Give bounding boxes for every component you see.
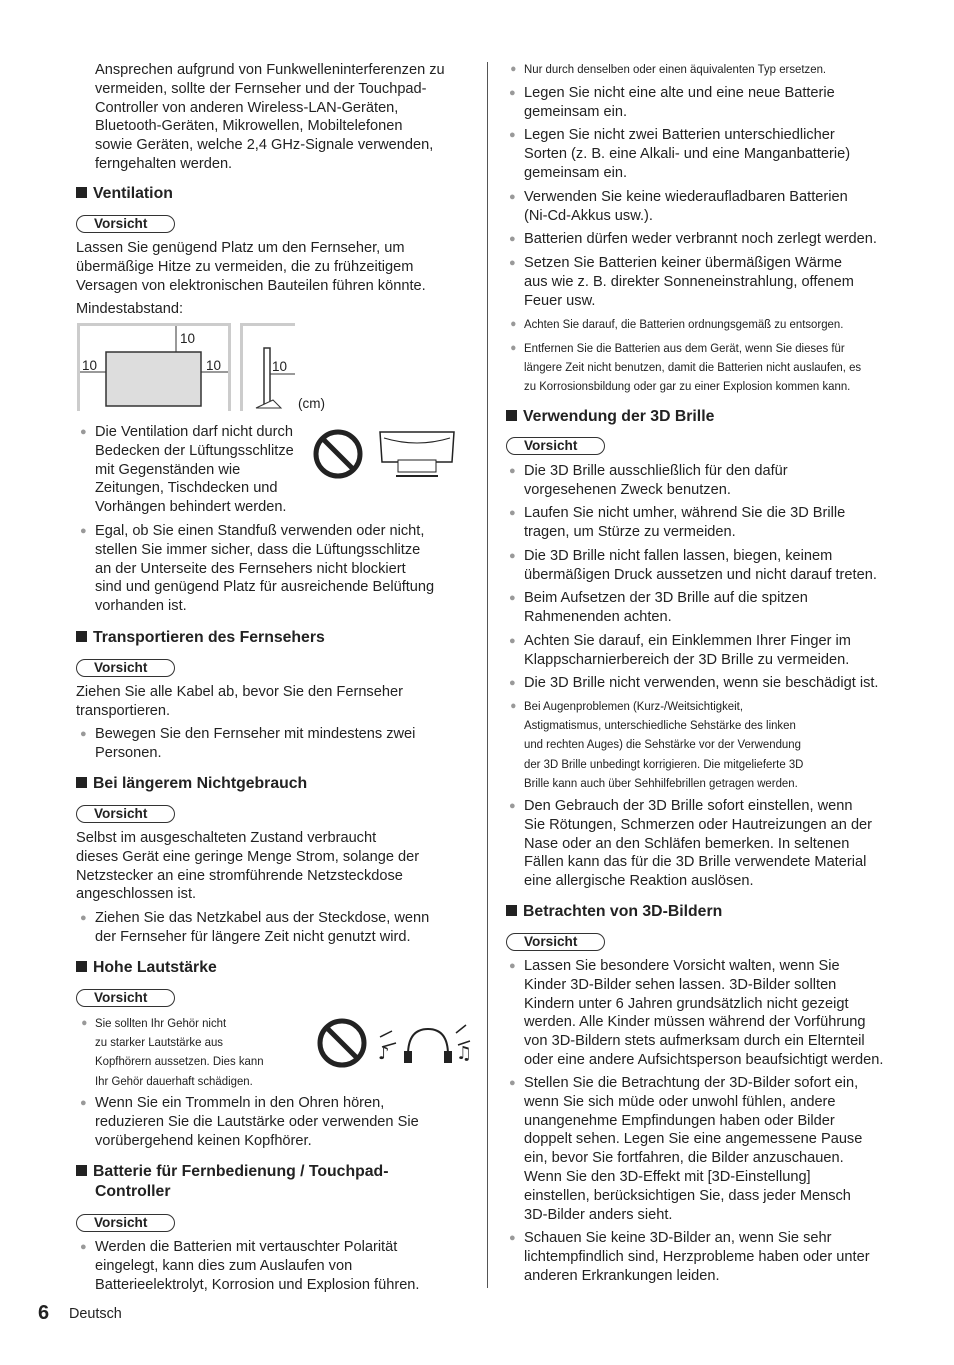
viewing-bullet-2: ● Stellen Sie die Betrachtung der 3D-Bilder sofort ein, wenn Sie sich müde oder unwohl fühlen, andere unangenehme Empfindungen haben oder Bilder doppelt sehen. Legen Sie eine angemessene Pause ein, bevor Sie fortfahren, die Bilder anzuschauen. Wenn Sie den 3D-Effekt mit [3D-Einstellung] einstellen, berücksichtigen Sie, dass jeder Mensch 3D-Bilder anders sieht. bbox=[509, 1075, 863, 1223]
text-line: Ziehen Sie alle Kabel ab, bevor Sie den Fernseher bbox=[76, 684, 403, 700]
text-line: zu Korrosionsbildung oder gar zu einer Explosion kommen kann. bbox=[524, 379, 851, 394]
text-line: Kindern unter 6 Jahren grundsätzlich nicht gezeigt bbox=[524, 995, 849, 1012]
battery-cont-bullet-5: ● Batterien dürfen weder verbrannt noch zerlegt werden. bbox=[509, 231, 877, 247]
text-line: reduzieren Sie die Lautstärke oder verwenden Sie bbox=[95, 1113, 419, 1130]
text-line: Setzen Sie Batterien keiner übermäßigen Wärme bbox=[524, 255, 842, 271]
text-line: Lassen Sie besondere Vorsicht walten, wenn Sie bbox=[524, 958, 840, 974]
text-line: Versagen von elektronischen Bauteilen führen könnte. bbox=[76, 277, 426, 294]
text-line: Wenn Sie den 3D-Effekt mit [3D-Einstellung] bbox=[524, 1168, 811, 1185]
caution-badge: Vorsicht bbox=[76, 215, 175, 233]
text-line: Egal, ob Sie einen Standfuß verwenden oder nicht, bbox=[95, 523, 425, 539]
square-bullet-icon bbox=[76, 631, 87, 642]
text-line: Schauen Sie keine 3D-Bilder an, wenn Sie sehr bbox=[524, 1230, 832, 1246]
text-line: Controller von anderen Wireless-LAN-Geräten, bbox=[95, 99, 399, 116]
volume-bullet-2: ● Wenn Sie ein Trommeln in den Ohren hören, reduzieren Sie die Lautstärke oder verwenden Sie vorübergehend keinen Kopfhörer. bbox=[80, 1095, 419, 1149]
caution-badge: Vorsicht bbox=[76, 659, 175, 677]
text-line: angeschlossen ist. bbox=[76, 886, 197, 903]
text-line: Wenn Sie ein Trommeln in den Ohren hören, bbox=[95, 1095, 385, 1111]
text-line: lichtempfindlich sind, Herzprobleme haben oder unter bbox=[524, 1248, 870, 1265]
text-line: Legen Sie nicht eine alte und eine neue Batterie bbox=[524, 85, 835, 101]
disuse-paragraph bbox=[76, 829, 419, 904]
transport-bullet-1: ● Bewegen Sie den Fernseher mit mindestens zwei Personen. bbox=[80, 726, 416, 761]
text-line: sowie Geräten, welche 2,4 GHz-Signale verwenden, bbox=[95, 137, 434, 154]
text-line: längere Zeit nicht benutzen, damit die Batterien nicht auslaufen, es bbox=[524, 360, 862, 375]
text-line: Ansprechen aufgrund von Funkwelleninterferenzen zu bbox=[95, 62, 445, 78]
text-line: eingelegt, kann dies zum Auslaufen von bbox=[95, 1257, 353, 1274]
text-line: Astigmatismus, unterschiedliche Sehstärke des linken bbox=[524, 718, 796, 733]
text-line: einstellen, berücksichtigen Sie, dass jeder Mensch bbox=[524, 1187, 851, 1204]
ventilation-prohibited-illustration bbox=[312, 428, 467, 484]
viewing-bullet-1: ● Lassen Sie besondere Vorsicht walten, wenn Sie Kinder 3D-Bilder sehen lassen. 3D-Bilder sollten Kindern unter 6 Jahren grundsätzlich nicht gezeigt werden. Alle Kinder müssen während der Vorführung von 3D-Bildern stets aufmerksam durch ein Elternteil oder eine andere Aufsichtsperson beaufsichtigt werden. bbox=[509, 958, 884, 1068]
text-line: Sorten (z. B. eine Alkali- und eine Manganbatterie) bbox=[524, 145, 851, 162]
text-line: Batterieelektrolyt, Korrosion und Explosion führen. bbox=[95, 1276, 420, 1293]
text-line: Fällen kann das für die 3D Brille verwendete Material bbox=[524, 854, 867, 871]
square-bullet-icon bbox=[76, 777, 87, 788]
caution-badge: Vorsicht bbox=[76, 805, 175, 823]
text-line: Die 3D Brille nicht fallen lassen, biegen, keinem bbox=[524, 548, 833, 564]
text-line: Die 3D Brille ausschließlich für den dafür bbox=[524, 463, 788, 479]
covered-tv-icon bbox=[380, 432, 454, 476]
caution-badge: Vorsicht bbox=[506, 933, 605, 951]
ventilation-bullet-2: ● Egal, ob Sie einen Standfuß verwenden oder nicht, stellen Sie immer sicher, dass die Lüftungsschlitze an der Unterseite des Fernsehers nicht blockiert sind und genügend Platz für ausreichende Belüftung vorhanden ist. bbox=[80, 523, 435, 615]
square-bullet-icon bbox=[76, 187, 87, 198]
text-line: ein, bevor Sie fortfahren, die Bilder anzuschauen. bbox=[524, 1150, 844, 1167]
battery-cont-bullet-2: ● Legen Sie nicht eine alte und eine neue Batterie gemeinsam ein. bbox=[509, 85, 835, 120]
heading-ventilation: Ventilation bbox=[76, 184, 173, 204]
text-line: Kopfhörern aussetzen. Dies kann bbox=[95, 1054, 264, 1069]
text-line: übermäßigen Druck aussetzen und nicht darauf treten. bbox=[524, 566, 877, 583]
prohibition-icon bbox=[320, 1021, 364, 1065]
text-line: eine allergische Reaktion auslösen. bbox=[524, 873, 754, 890]
battery-cont-bullet-8: ● Entfernen Sie die Batterien aus dem Gerät, wenn Sie dieses für längere Zeit nicht benutzen, damit die Batterien nicht auslaufen, es zu Korrosionsbildung oder gar zu einer Explosion kommen kann. bbox=[524, 339, 861, 397]
volume-prohibited-illustration bbox=[316, 1017, 471, 1069]
text-line: ferngehalten werden. bbox=[95, 155, 233, 172]
text-line: gemeinsam ein. bbox=[524, 103, 628, 120]
page-language: Deutsch bbox=[69, 1306, 122, 1322]
text-line: Ziehen Sie das Netzkabel aus der Steckdose, wenn bbox=[95, 910, 430, 926]
clearance-diagram bbox=[76, 322, 336, 414]
text-line: Netzstecker an eine stromführende Netzsteckdose bbox=[76, 867, 403, 884]
text-line: vorhanden ist. bbox=[95, 598, 187, 615]
text-line: doppelt sehen. Legen Sie eine angemessene Pause bbox=[524, 1131, 863, 1148]
heading-volume: Hohe Lautstärke bbox=[76, 958, 217, 978]
text-line: Sie Rötungen, Schmerzen oder Hautreizungen an der bbox=[524, 816, 873, 833]
dim-left: 10 bbox=[82, 358, 98, 373]
text-line: Bedecken der Lüftungsschlitze bbox=[95, 442, 294, 459]
unit-label: (cm) bbox=[298, 396, 325, 411]
text-line: Personen. bbox=[95, 744, 162, 761]
text-line: Den Gebrauch der 3D Brille sofort einstellen, wenn bbox=[524, 798, 853, 814]
glasses-bullet-3: ● Die 3D Brille nicht fallen lassen, biegen, keinem übermäßigen Druck aussetzen und nicht darauf treten. bbox=[509, 548, 877, 583]
heading-3d-glasses: Verwendung der 3D Brille bbox=[506, 407, 714, 427]
text-line: 3D-Bilder anders sieht. bbox=[524, 1206, 673, 1223]
battery-cont-bullet-1: ● Nur durch denselben oder einen äquivalenten Typ ersetzen. bbox=[524, 60, 826, 79]
text-line: der Fernseher für längere Zeit nicht genutzt wird. bbox=[95, 928, 411, 945]
text-line: übermäßige Hitze zu vermeiden, die zu frühzeitigem bbox=[76, 258, 414, 275]
text-line: Zeitungen, Tischdecken und bbox=[95, 480, 278, 497]
text-line: und rechten Auges) die Sehstärke vor der Verwendung bbox=[524, 737, 801, 752]
heading-3d-viewing: Betrachten von 3D-Bildern bbox=[506, 902, 722, 922]
text-line: Die 3D Brille nicht verwenden, wenn sie beschädigt ist. bbox=[524, 675, 879, 691]
svg-text:♪: ♪ bbox=[378, 1043, 390, 1064]
viewing-bullet-3: ● Schauen Sie keine 3D-Bilder an, wenn Sie sehr lichtempfindlich sind, Herzprobleme haben oder unter anderen Erkrankungen leiden. bbox=[509, 1230, 870, 1284]
text-line: Die Ventilation darf nicht durch bbox=[95, 424, 293, 440]
text-line: mit Gegenständen wie bbox=[95, 461, 241, 478]
text-line: aus wie z. B. direkter Sonneneinstrahlung, offenem bbox=[524, 273, 854, 290]
text-line: Selbst im ausgeschalteten Zustand verbraucht bbox=[76, 830, 377, 846]
text-line: oder eine andere Aufsichtsperson beaufsichtigt werden. bbox=[524, 1051, 884, 1068]
text-line: Achten Sie darauf, ein Einklemmen Ihrer Finger im bbox=[524, 633, 851, 649]
text-line: Laufen Sie nicht umher, während Sie die 3D Brille bbox=[524, 505, 846, 521]
text-line: Entfernen Sie die Batterien aus dem Gerät, wenn Sie dieses für bbox=[524, 341, 845, 355]
text-line: stellen Sie immer sicher, dass die Lüftungsschlitze bbox=[95, 541, 421, 558]
prohibition-icon bbox=[316, 432, 360, 476]
text-line: Bluetooth-Geräten, Mikrowellen, Mobiltelefonen bbox=[95, 118, 403, 135]
text-line: Rahmenenden achten. bbox=[524, 608, 672, 625]
text-line: Beim Aufsetzen der 3D Brille auf die spitzen bbox=[524, 590, 808, 606]
text-line: vermeiden, sollte der Fernseher und der Touchpad- bbox=[95, 80, 427, 97]
text-line: unangenehme Empfindungen haben oder Bilder bbox=[524, 1112, 835, 1129]
heading-transport: Transportieren des Fernsehers bbox=[76, 628, 325, 648]
battery-cont-bullet-7: ● Achten Sie darauf, die Batterien ordnungsgemäß zu entsorgen. bbox=[524, 315, 843, 334]
text-line: (Ni-Cd-Akkus usw.). bbox=[524, 207, 653, 224]
headphones-icon bbox=[378, 1025, 472, 1064]
text-line: Bei Augenproblemen (Kurz-/Weitsichtigkeit, bbox=[524, 699, 744, 713]
heading-battery: Batterie für Fernbedienung / Touchpad- Controller bbox=[76, 1162, 388, 1202]
text-line: werden. Alle Kinder müssen während der Vorführung bbox=[524, 1014, 866, 1031]
glasses-bullet-4: ● Beim Aufsetzen der 3D Brille auf die spitzen Rahmenenden achten. bbox=[509, 590, 808, 625]
square-bullet-icon bbox=[506, 905, 517, 916]
text-line: Lassen Sie genügend Platz um den Fernseher, um bbox=[76, 240, 405, 256]
battery-cont-bullet-4: ● Verwenden Sie keine wiederaufladbaren Batterien (Ni-Cd-Akkus usw.). bbox=[509, 189, 848, 224]
text-line: tragen, um Stürze zu vermeiden. bbox=[524, 523, 736, 540]
text-line: Vorhängen behindert werden. bbox=[95, 499, 287, 516]
glasses-bullet-6: ● Die 3D Brille nicht verwenden, wenn sie beschädigt ist. bbox=[509, 675, 879, 691]
battery-bullet-1: ● Werden die Batterien mit vertauschter Polarität eingelegt, kann dies zum Auslaufen von Batterieelektrolyt, Korrosion und Explosion führen. bbox=[80, 1239, 420, 1293]
text-line: an der Unterseite des Fernsehers nicht blockiert bbox=[95, 560, 406, 577]
glasses-bullet-1: ● Die 3D Brille ausschließlich für den dafür vorgesehenen Zweck benutzen. bbox=[509, 463, 788, 498]
text-line: Brille kann auch über Sehhilfebrillen getragen werden. bbox=[524, 775, 798, 790]
text-line: Stellen Sie die Betrachtung der 3D-Bilder sofort ein, bbox=[524, 1075, 859, 1091]
glasses-bullet-8: ● Den Gebrauch der 3D Brille sofort einstellen, wenn Sie Rötungen, Schmerzen oder Hautreizungen an der Nase oder an den Schläfen bemerken. In seltenen Fällen kann das für die 3D Brille verwendete Material eine allergische Reaktion auslösen. bbox=[509, 798, 873, 890]
text-line: Batterien dürfen weder verbrannt noch zerlegt werden. bbox=[524, 231, 877, 247]
text-line: dieses Gerät eine geringe Menge Strom, solange der bbox=[76, 848, 420, 865]
dim-top: 10 bbox=[180, 331, 196, 346]
caution-badge: Vorsicht bbox=[76, 989, 175, 1007]
text-line: Sie sollten Ihr Gehör nicht bbox=[95, 1016, 227, 1030]
square-bullet-icon bbox=[506, 410, 517, 421]
heading-disuse: Bei längerem Nichtgebrauch bbox=[76, 774, 307, 794]
volume-bullet-1: ● Sie sollten Ihr Gehör nicht zu starker Lautstärke aus Kopfhörern aussetzen. Dies kann Ihr Gehör dauerhaft schädigen. bbox=[95, 1014, 264, 1091]
glasses-bullet-5: ● Achten Sie darauf, ein Einklemmen Ihrer Finger im Klappscharnierbereich der 3D Brille zu vermeiden. bbox=[509, 633, 851, 668]
dim-right: 10 bbox=[206, 358, 222, 373]
disuse-bullet-1: ● Ziehen Sie das Netzkabel aus der Steckdose, wenn der Fernseher für längere Zeit nicht genutzt wird. bbox=[80, 910, 430, 945]
text-line: Legen Sie nicht zwei Batterien unterschiedlicher bbox=[524, 127, 835, 143]
battery-cont-bullet-3: ● Legen Sie nicht zwei Batterien unterschiedlicher Sorten (z. B. eine Alkali- und eine Manganbatterie) gemeinsam ein. bbox=[509, 127, 851, 181]
glasses-bullet-2: ● Laufen Sie nicht umher, während Sie die 3D Brille tragen, um Stürze zu vermeiden. bbox=[509, 505, 846, 540]
page-number: 6 bbox=[38, 1302, 50, 1324]
caution-badge: Vorsicht bbox=[76, 1214, 175, 1232]
text-line: Klappscharnierbereich der 3D Brille zu vermeiden. bbox=[524, 651, 850, 668]
ventilation-paragraph bbox=[76, 239, 426, 295]
text-line: Feuer usw. bbox=[524, 292, 596, 309]
text-line: transportieren. bbox=[76, 702, 171, 719]
text-line: der 3D Brille unbedingt korrigieren. Die mitgelieferte 3D bbox=[524, 756, 804, 771]
text-line: Ihr Gehör dauerhaft schädigen. bbox=[95, 1073, 253, 1088]
glasses-bullet-7: ● Bei Augenproblemen (Kurz-/Weitsichtigkeit, Astigmatismus, unterschiedliche Sehstärke des linken und rechten Auges) die Sehstärke vor der Verwendung der 3D Brille unbedingt korrigieren. Die mitgelieferte 3D Brille kann auch über Sehhilfebrillen getragen werden. bbox=[524, 697, 803, 793]
text-line: anderen Erkrankungen leiden. bbox=[524, 1267, 720, 1284]
text-line: vorgesehenen Zweck benutzen. bbox=[524, 481, 731, 498]
square-bullet-icon bbox=[76, 1165, 87, 1176]
caution-badge: Vorsicht bbox=[506, 437, 605, 455]
text-line: von 3D-Bildern stets aufmerksam durch ein Elternteil bbox=[524, 1033, 865, 1050]
min-distance-label: Mindestabstand: bbox=[76, 301, 184, 317]
text-line: vorübergehend keinen Kopfhörer. bbox=[95, 1132, 312, 1149]
text-line: wenn Sie sich müde oder unwohl fühlen, andere bbox=[524, 1093, 836, 1110]
battery-cont-bullet-6: ● Setzen Sie Batterien keiner übermäßigen Wärme aus wie z. B. direkter Sonneneinstrahlung, offenem Feuer usw. bbox=[509, 255, 854, 309]
text-line: Nase oder an den Schläfen bemerken. In seltenen bbox=[524, 835, 850, 852]
svg-text:♫: ♫ bbox=[456, 1043, 473, 1064]
text-line: sind und genügend Platz für ausreichende Belüftung bbox=[95, 579, 435, 596]
square-bullet-icon bbox=[76, 961, 87, 972]
column-divider bbox=[487, 62, 488, 1288]
text-line: Werden die Batterien mit vertauschter Polarität bbox=[95, 1239, 398, 1255]
ventilation-bullet-1: ● Die Ventilation darf nicht durch Bedecken der Lüftungsschlitze mit Gegenständen wie Zeitungen, Tischdecken und Vorhängen behindert werden. bbox=[80, 424, 294, 516]
text-line: gemeinsam ein. bbox=[524, 164, 628, 181]
text-line: zu starker Lautstärke aus bbox=[95, 1035, 223, 1050]
text-line: Bewegen Sie den Fernseher mit mindestens zwei bbox=[95, 726, 416, 742]
text-line: Kinder 3D-Bilder sehen lassen. 3D-Bilder sollten bbox=[524, 976, 837, 993]
text-line: Verwenden Sie keine wiederaufladbaren Batterien bbox=[524, 189, 848, 205]
text-line: Achten Sie darauf, die Batterien ordnungsgemäß zu entsorgen. bbox=[524, 317, 844, 331]
dim-side: 10 bbox=[272, 359, 288, 374]
text-line: Nur durch denselben oder einen äquivalenten Typ ersetzen. bbox=[524, 62, 827, 76]
intro-paragraph bbox=[95, 61, 445, 174]
transport-paragraph bbox=[76, 683, 403, 721]
